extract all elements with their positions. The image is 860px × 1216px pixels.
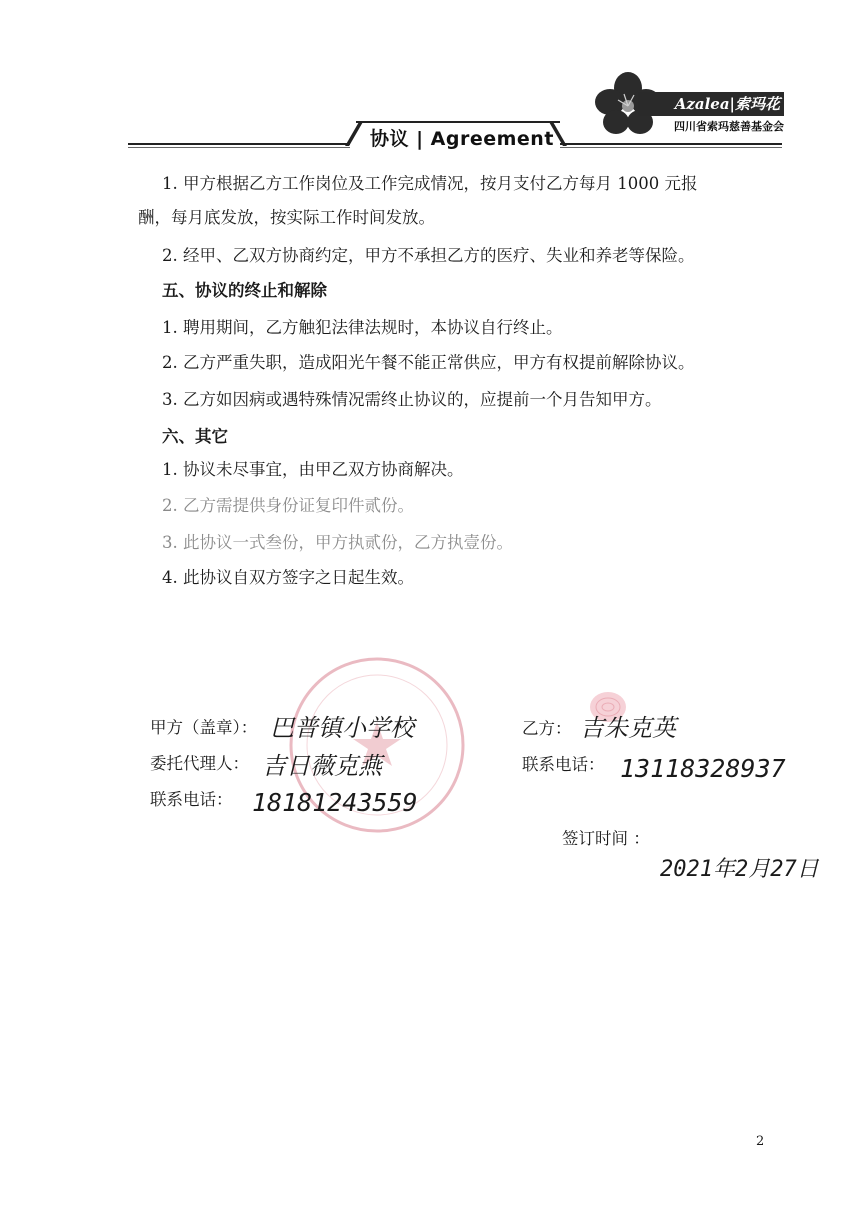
- clause-4-2: 2. 经甲、乙双方协商约定，甲方不承担乙方的医疗、失业和养老等保险。: [162, 246, 695, 265]
- clause-6-4: 4. 此协议自双方签字之日起生效。: [162, 568, 414, 587]
- party-a-seal-label: 甲方（盖章）：: [150, 718, 258, 737]
- party-a-agent-label: 委托代理人：: [150, 754, 249, 773]
- clause-6-2: 2. 乙方需提供身份证复印件贰份。: [162, 496, 414, 515]
- party-a-phone-handwriting: 18181243559: [252, 788, 418, 817]
- section-heading-other: 六、其它: [162, 427, 228, 446]
- clause-5-3: 3. 乙方如因病或遇特殊情况需终止协议的，应提前一个月告知甲方。: [162, 390, 662, 409]
- clause-5-2: 2. 乙方严重失职，造成阳光午餐不能正常供应，甲方有权提前解除协议。: [162, 353, 695, 372]
- signing-date-handwriting: 2021年2月27日: [660, 857, 819, 882]
- logo-org-name: 四川省索玛慈善基金会: [674, 120, 784, 133]
- party-a-agent-handwriting: 吉日薇克燕: [262, 752, 382, 780]
- party-b-name-handwriting: 吉朱克英: [580, 714, 676, 742]
- header-tab-top-edge: [356, 121, 560, 123]
- clause-6-3: 3. 此协议一式叁份，甲方执贰份，乙方执壹份。: [162, 533, 513, 552]
- party-a-phone-label: 联系电话：: [150, 790, 233, 809]
- party-a-seal-handwriting: 巴普镇小学校: [270, 714, 414, 742]
- party-b-phone-handwriting: 13118328937: [620, 754, 786, 783]
- party-b-phone-label: 联系电话：: [522, 755, 605, 774]
- page-number: 2: [756, 1134, 765, 1149]
- clause-6-1: 1. 协议未尽事宜，由甲乙双方协商解决。: [162, 460, 464, 479]
- foundation-logo: [588, 70, 784, 136]
- clause-5-1: 1. 聘用期间，乙方触犯法律法规时，本协议自行终止。: [162, 318, 563, 337]
- header-title: 协议 | Agreement: [370, 128, 554, 150]
- signing-date-label: 签订时间 ：: [562, 829, 650, 848]
- clause-4-1-line-1: 1. 甲方根据乙方工作岗位及工作完成情况，按月支付乙方每月 1000 元报: [162, 174, 698, 193]
- clause-4-1-line-2: 酬，每月底发放，按实际工作时间发放。: [138, 208, 435, 227]
- section-heading-termination: 五、协议的终止和解除: [162, 281, 327, 300]
- logo-brand: Azalea|索玛花: [638, 92, 784, 116]
- party-b-name-label: 乙方：: [522, 719, 572, 738]
